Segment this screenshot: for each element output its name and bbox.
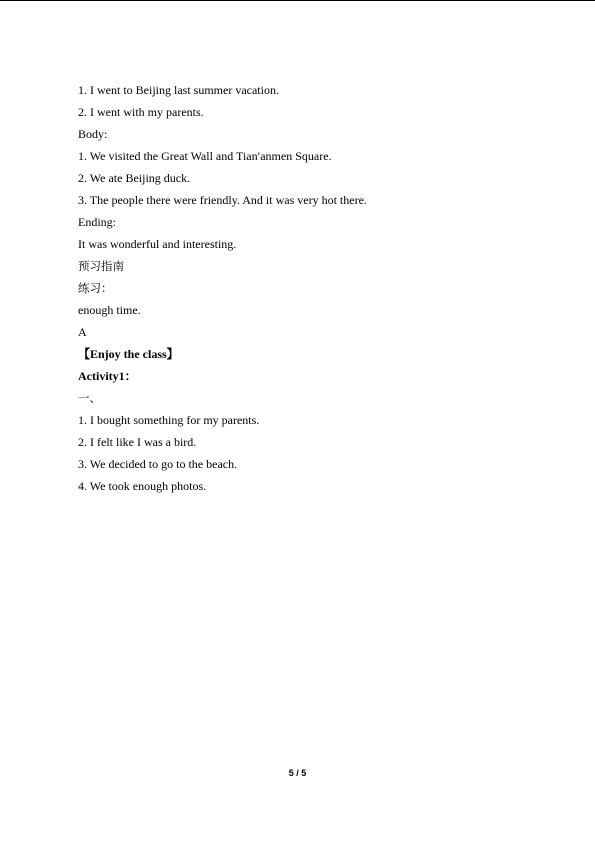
text-line: 2. I went with my parents. xyxy=(78,105,204,119)
text-line: 1. I bought something for my parents. xyxy=(78,413,260,427)
top-border-line xyxy=(0,0,595,1)
section-heading-enjoy-the-class: 【Enjoy the class】 xyxy=(78,347,179,361)
section-heading-ending: Ending: xyxy=(78,215,116,229)
page-number: 5 / 5 xyxy=(288,768,307,778)
part-number: 一、 xyxy=(78,391,101,405)
section-heading-preview-guide: 预习指南 xyxy=(78,259,124,273)
text-line: enough time. xyxy=(78,303,141,317)
text-line: 3. We decided to go to the beach. xyxy=(78,457,238,471)
section-heading-body: Body: xyxy=(78,127,108,141)
text-line: It was wonderful and interesting. xyxy=(78,237,237,251)
section-heading-practice: 练习： xyxy=(78,281,113,295)
activity-heading: Activity1： xyxy=(78,369,137,383)
text-line: 3. The people there were friendly. And it was very hot there. xyxy=(78,193,367,207)
text-line: 1. I went to Beijing last summer vacation. xyxy=(78,83,279,97)
text-line: 2. I felt like I was a bird. xyxy=(78,435,197,449)
text-line: 4. We took enough photos. xyxy=(78,479,207,493)
text-line: 1. We visited the Great Wall and Tian′anmen Square. xyxy=(78,149,332,163)
text-line: 2. We ate Beijing duck. xyxy=(78,171,191,185)
document-body xyxy=(78,79,538,497)
answer-letter: A xyxy=(78,325,87,339)
